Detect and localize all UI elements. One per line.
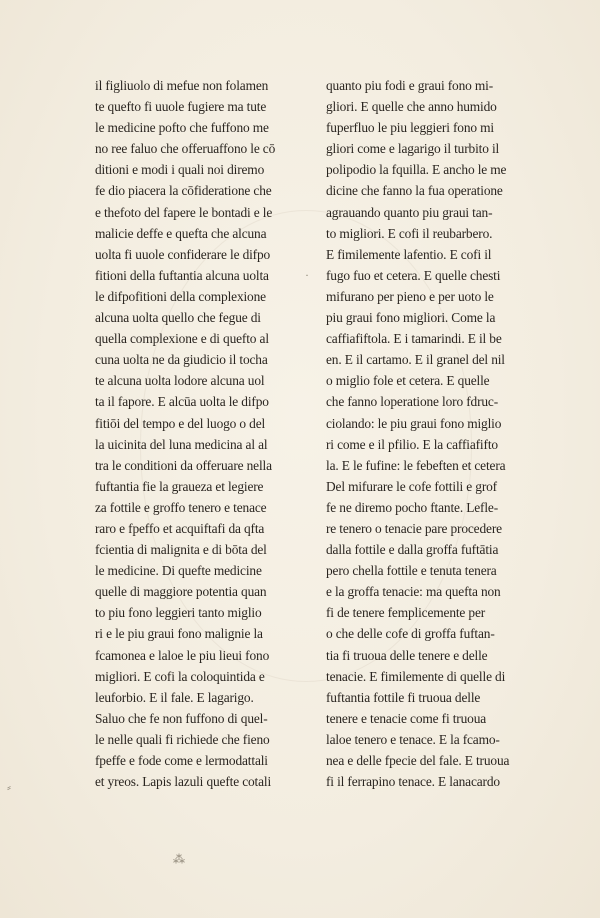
right-column-line: polipodio la fquilla. E ancho le me xyxy=(326,162,507,178)
right-column-line: ri come e il pfilio. E la caffiafifto xyxy=(326,436,498,452)
bottom-mark: ⁂ xyxy=(173,852,185,866)
left-column-line: ditioni e modi i quali noi diremo xyxy=(95,162,265,178)
right-column-line: pero chella fottile e tenuta tenera xyxy=(326,563,497,579)
left-column-line: fcientia di malignita e di bōta del xyxy=(95,542,267,558)
right-column-line: ciolando: le piu graui fono miglio xyxy=(326,415,502,431)
right-column-line: caffiafiftola. E i tamarindi. E il be xyxy=(326,331,502,347)
right-column-line: gliori come e lagarigo il turbito il xyxy=(326,141,500,157)
right-column-line: fugo fuo et cetera. E quelle chesti xyxy=(326,267,501,283)
left-column-line: fe dio piacera la cōfideratione che xyxy=(95,183,272,199)
left-column-line: to piu fono leggieri tanto miglio xyxy=(95,605,262,621)
left-column-line: leuforbio. E il fale. E lagarigo. xyxy=(95,689,254,705)
right-column-line: to migliori. E cofi il reubarbero. xyxy=(326,225,493,241)
margin-mark: ⸗ xyxy=(7,780,11,794)
left-column-line: tra le conditioni da offeruare nella xyxy=(95,457,272,473)
left-column-line: te quefto fi uuole fugiere ma tute xyxy=(95,99,267,115)
left-column-line: quella complexione e di quefto al xyxy=(95,331,269,347)
left-column-line: fitiōi del tempo e del luogo o del xyxy=(95,415,266,431)
right-column-line: la. E le fufine: le febeften et cetera xyxy=(326,457,506,473)
right-column-line: fuperfluo le piu leggieri fono mi xyxy=(326,120,494,136)
left-column-line: e thefoto del fapere le bontadi e le xyxy=(95,204,273,220)
left-column-line: no ree faluo che offeruaffono le cō xyxy=(95,141,276,157)
right-column-line: piu graui fono migliori. Come la xyxy=(326,310,496,326)
left-column-line: malicie deffe e quefta che alcuna xyxy=(95,225,267,241)
right-column-line: e la groffa tenacie: ma quefta non xyxy=(326,584,501,600)
right-column-line: E fimilemente lafentio. E cofi il xyxy=(326,246,492,262)
gutter-mark: · xyxy=(305,268,309,282)
right-column-line: fi de tenere femplicemente per xyxy=(326,605,486,621)
right-column-line: tenacie. E fimilemente di quelle di xyxy=(326,668,506,684)
left-column-line: il figliuolo di mefue non folamen xyxy=(95,78,269,93)
left-column-line: fcamonea e laloe le piu lieui fono xyxy=(95,647,270,663)
right-column-line: dalla fottile e dalla groffa fuftātia xyxy=(326,542,499,558)
right-column-line: tia fi truoua delle tenere e delle xyxy=(326,647,488,663)
left-column-line: migliori. E cofi la coloquintida e xyxy=(95,668,265,684)
right-column-line: re tenero o tenacie pare procedere xyxy=(326,520,502,536)
left-column-line: le medicine. Di quefte medicine xyxy=(95,563,262,579)
left-column-line: te alcuna uolta lodore alcuna uol xyxy=(95,373,265,389)
right-column-line: fe ne diremo pocho ftante. Lefle- xyxy=(326,499,499,515)
right-column-line: Del mifurare le cofe fottili e grof xyxy=(326,478,497,494)
right-column-line: mifurano per pieno e per uoto le xyxy=(326,288,494,304)
left-column-line: fpeffe e fode come e lermodattali xyxy=(95,753,268,768)
right-column-line: gliori. E quelle che anno humido xyxy=(326,99,497,115)
left-column-line: la uicinita del luna medicina al al xyxy=(95,436,268,452)
left-column-line: uolta fi uuole confiderare le difpo xyxy=(95,246,271,262)
left-column-line: fuftantia fie la graueza et legiere xyxy=(95,478,264,494)
left-column-line: cuna uolta ne da giudicio il tocha xyxy=(95,352,268,368)
left-column-line: le medicine pofto che fuffono me xyxy=(95,120,269,136)
right-column-line: o che delle cofe di groffa fuftan- xyxy=(326,626,495,642)
left-column-line: alcuna uolta quello che fegue di xyxy=(95,310,261,326)
left-column-line: et yreos. Lapis lazuli quefte cotali xyxy=(95,774,272,790)
right-column-line: che fanno loperatione loro fdruc- xyxy=(326,394,499,410)
right-column-line: dicine che fanno la fua operatione xyxy=(326,183,503,199)
right-column-line: agrauando quanto piu graui tan- xyxy=(326,204,493,220)
left-column-line: quelle di maggiore potentia quan xyxy=(95,584,267,600)
left-column-line: Saluo che fe non fuffono di quel- xyxy=(95,710,268,726)
left-column-line: fitioni della fuftantia alcuna uolta xyxy=(95,267,269,283)
right-column-line: fi il ferrapino tenace. E lanacardo xyxy=(326,774,500,790)
left-column-line: ta il fapore. E alcūa uolta le difpo xyxy=(95,394,269,410)
right-column-line: quanto piu fodi e graui fono mi- xyxy=(326,78,494,93)
right-column-line: fuftantia fottile fi truoua delle xyxy=(326,689,481,705)
right-text-column xyxy=(326,75,544,792)
left-text-column xyxy=(95,75,313,792)
left-column-line: le nelle quali fi richiede che fieno xyxy=(95,731,270,747)
right-column-line: laloe tenero e tenace. E la fcamo- xyxy=(326,731,500,747)
right-column-line: o miglio fole et cetera. E quelle xyxy=(326,373,490,389)
right-column-line: nea e delle fpecie del fale. E truoua xyxy=(326,753,510,768)
left-column-line: raro e fpeffo et acquiftafi da qfta xyxy=(95,520,265,536)
right-column-line: tenere e tenacie come fi truoua xyxy=(326,710,487,726)
left-column-line: za fottile e groffo tenero e tenace xyxy=(95,499,267,515)
right-column-line: en. E il cartamo. E il granel del nil xyxy=(326,352,505,368)
left-column-line: le difpofitioni della complexione xyxy=(95,288,266,304)
left-column-line: ri e le piu graui fono malignie la xyxy=(95,626,263,642)
